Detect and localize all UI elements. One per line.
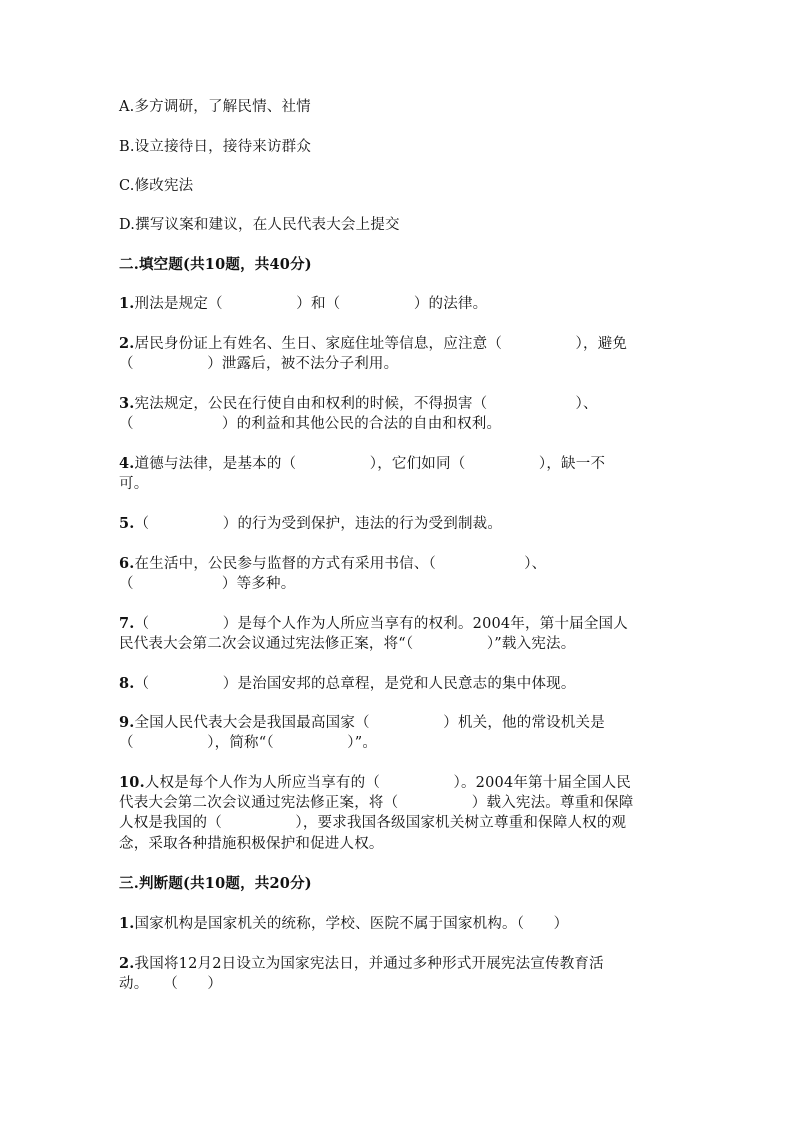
question-line: 念，采取各种措施积极保护和促进人权。 — [119, 836, 384, 852]
question-line: 居民身份证上有姓名、生日、家庭住址等信息，应注意（ ），避免 — [134, 336, 628, 352]
question-text — [119, 614, 679, 634]
question-number: 5. — [119, 515, 135, 532]
question-line: （ ）是每个人作为人所应当享有的权利。2004年，第十届全国人 — [134, 616, 628, 632]
question-text — [119, 394, 679, 414]
question-text — [119, 674, 679, 694]
question-number: 9. — [119, 714, 135, 731]
question-line: 民代表大会第二次会议通过宪法修正案，将“（ ）”载入宪法。 — [119, 636, 576, 652]
question-text — [119, 773, 679, 793]
question-line: （ ）的行为受到保护，违法的行为受到制裁。 — [134, 516, 503, 532]
question-number: 6. — [119, 555, 135, 572]
option-b: B.设立接待日，接待来访群众 — [119, 139, 312, 155]
question-number: 10. — [119, 774, 145, 791]
question-line: （ ）是治国安邦的总章程，是党和人民意志的集中体现。 — [134, 676, 576, 692]
question-line: 人权是我国的（ ），要求我国各级国家机关树立尊重和保障人权的观 — [119, 815, 627, 831]
question-text — [119, 954, 679, 974]
question-number: 2. — [119, 955, 135, 972]
question-text — [119, 554, 679, 574]
question-line: 可。 — [119, 476, 149, 492]
question-text — [119, 454, 679, 474]
question-number: 4. — [119, 455, 135, 472]
question-line: 代表大会第二次会议通过宪法修正案，将（ ）载入宪法。尊重和保障 — [119, 795, 634, 811]
question-number: 1. — [119, 295, 135, 312]
question-line: （ ），简称“（ ）”。 — [119, 735, 378, 751]
question-text — [119, 514, 679, 534]
section-heading-true-false: 三.判断题(共10题，共20分) — [119, 875, 312, 892]
question-text — [119, 914, 679, 934]
question-line: 刑法是规定（ ）和（ ）的法律。 — [134, 296, 488, 312]
question-line: 在生活中，公民参与监督的方式有采用书信、（ ）、 — [134, 556, 547, 572]
option-d: D.撰写议案和建议，在人民代表大会上提交 — [119, 217, 400, 233]
question-text — [119, 294, 679, 314]
question-number: 2. — [119, 335, 135, 352]
question-line: 动。 （ ） — [119, 976, 223, 992]
option-c: C.修改宪法 — [119, 178, 194, 194]
question-line: 人权是每个人作为人所应当享有的（ ）。2004年第十届全国人民 — [144, 775, 631, 791]
question-number: 7. — [119, 615, 135, 632]
question-line: （ ）泄露后，被不法分子利用。 — [119, 356, 399, 372]
question-number: 1. — [119, 915, 135, 932]
question-number: 3. — [119, 395, 135, 412]
question-line: 我国将12月2日设立为国家宪法日，并通过多种形式开展宪法宣传教育活 — [134, 956, 604, 972]
question-line: （ ）等多种。 — [119, 576, 296, 592]
question-number: 8. — [119, 675, 135, 692]
question-text — [119, 713, 679, 733]
question-line: 全国人民代表大会是我国最高国家（ ）机关，他的常设机关是 — [134, 715, 605, 731]
question-line: 道德与法律，是基本的（ ），它们如同（ ），缺一不 — [134, 456, 606, 472]
question-line: （ ）的利益和其他公民的合法的自由和权利。 — [119, 416, 502, 432]
question-line: 国家机构是国家机关的统称，学校、医院不属于国家机构。（ ） — [134, 916, 569, 932]
section-heading-fill-blank: 二.填空题(共10题，共40分) — [119, 256, 312, 273]
question-line: 宪法规定，公民在行使自由和权利的时候，不得损害（ ）、 — [134, 396, 598, 412]
question-text — [119, 334, 679, 354]
option-a: A.多方调研，了解民情、社情 — [119, 99, 311, 115]
